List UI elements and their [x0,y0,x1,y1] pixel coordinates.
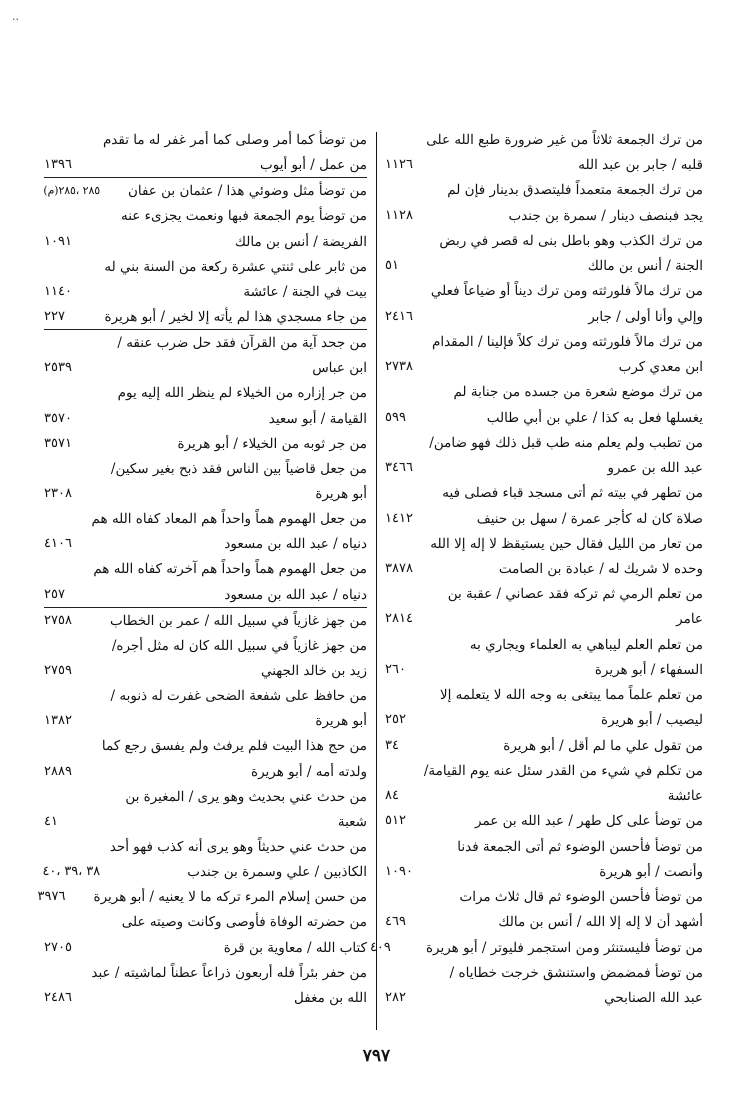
entry-text: دنياه / عبد الله بن مسعود [224,586,367,603]
entry-text: من توضأ فأحسن الوضوء ثم قال ثلاث مرات [459,889,703,906]
entry-number: ٣٨٧٨ [385,560,413,576]
index-entry-line [44,835,367,859]
entry-number: ٣٤ [385,737,399,753]
index-entry-line [44,179,367,203]
index-entry-line [385,355,703,379]
entry-number: ٣٥٧٠ [44,410,72,426]
entry-text: من حضرته الوفاة فأوصى وكانت وصيته على [121,914,367,931]
entry-number: ٤١ [44,813,58,829]
index-entry-line [385,607,703,631]
entry-number: ٣٤٦٦ [385,460,413,476]
entry-text: يجد فبنصف دينار / سمرة بن جندب [508,207,703,224]
entry-text: يغسلها فعل به كذا / علي بن أبي طالب [486,409,703,426]
entry-text: من تكلم في شيء من القدر سئل عنه يوم القيامة/ [423,762,703,779]
entry-text: قلبه / جابر بن عبد الله [578,157,703,174]
entry-text: الله بن مغفل [294,989,367,1006]
index-entry-line [385,456,703,480]
entry-text: من جر ثوبه من الخيلاء / أبو هريرة [177,435,367,452]
entry-text: من حدث عني حديثاً وهو يرى أنه كذب فهو أحد [109,838,367,855]
index-entry-line [385,708,703,732]
index-entry-line [385,178,703,202]
entry-number: ٣٨ ،٣٩ ،٤٠ [42,864,100,880]
entry-text: السفهاء / أبو هريرة [594,661,703,678]
index-entry-line [44,482,367,506]
entry-number: ٢٨٨٩ [44,763,72,779]
index-entry-line [385,532,703,556]
page-number: ٧٩٧ [362,1046,391,1066]
entry-text: من جر إزاره من الخيلاء لم ينظر الله إليه يوم [117,385,367,402]
index-entry-line [385,986,703,1010]
index-entry-line [44,331,367,355]
entry-text: من جهز غازياً في سبيل الله / عمر بن الخطاب [109,612,367,629]
entry-text: عبد الله الصنابحي [604,989,703,1006]
entry-text: من تعلم العلم ليباهي به العلماء ويجاري به [469,636,703,653]
entry-text: الجنة / أنس بن مالك [587,258,703,275]
entry-text: من جهز غازياً في سبيل الله كان له مثل أجره/ [111,637,367,654]
entry-text: أبو هريرة [315,713,367,730]
entry-text: من توضأ فليستنثر ومن استجمر فليوتر / أبو هريرة [425,939,703,956]
index-entry-line [385,835,703,859]
entry-number: ٤٦٩ [385,914,406,930]
entry-text: القيامة / أبو سعيد [268,410,367,427]
entry-text: من حافظ على شفعة الضحى غفرت له ذنوبه / [110,688,367,705]
entry-text: من ترك مالاً فلورثته ومن ترك ديناً أو ضياعاً فعلي [430,283,703,300]
entry-text: من توضأ على كل طهر / عبد الله بن عمر [475,813,703,830]
left-index-column [37,128,367,1010]
entry-text: من ثابر على ثنتي عشرة ركعة من السنة بني له [104,258,367,275]
entry-text: بيت في الجنة / عائشة [243,283,367,300]
entry-number: ٣٥٧١ [44,435,72,451]
entry-text: من عمل / أبو أيوب [260,157,367,174]
index-entry-line [385,380,703,404]
index-entry-line [385,784,703,808]
index-entry-line [44,532,367,556]
entry-text: من ترك الجمعة متعمداً فليتصدق بدينار فإن لم [447,182,703,199]
entry-text: من تعلم الرمي ثم تركه فقد عصاني / عقبة بن [447,586,703,603]
index-entry-line [44,609,367,633]
entry-text: من جاء مسجدي هذا لم يأته إلا لخير / أبو هريرة [104,308,367,325]
entry-text: وحده لا شريك له / عبادة بن الصامت [498,560,703,577]
entry-text: ولدته أمه / أبو هريرة [251,763,367,780]
entry-text: من تقول علي ما لم أقل / أبو هريرة [503,737,703,754]
index-entry-line [44,407,367,431]
entry-number: ٢٨٥ ،٢٨٥(م) [43,184,100,198]
entry-text: من تطهر في بيته ثم أتى مسجد قباء فصلى فيه [442,485,703,502]
corner-mark: .. [12,10,19,23]
index-entry-line [44,230,367,254]
entry-number: ١١٢٨ [385,207,413,223]
index-entry-line [385,885,703,909]
entry-number: ١٣٨٢ [44,713,72,729]
entry-text: الكاذبين / علي وسمرة بن جندب [187,864,367,881]
index-entry-line [44,634,367,658]
index-entry-line [44,356,367,380]
entry-number: ١٤١٢ [385,510,413,526]
entry-number: ١٠٩٠ [385,863,413,879]
index-entry-line [44,153,367,178]
entry-number: ٥٩٩ [385,409,406,425]
entry-text: عائشة [667,788,703,805]
index-entry-line [385,153,703,177]
entry-text: من توضأ يوم الجمعة فبها ونعمت يجزىء عنه [121,208,367,225]
index-entry-line [385,961,703,985]
index-entry-line [385,557,703,581]
index-entry-line [44,684,367,708]
entry-text: كتاب الله / معاوية بن قرة [223,939,367,956]
entry-text: عامر [676,611,703,628]
entry-text: وأنصت / أبو هريرة [599,863,703,880]
entry-number: ١٠٩١ [44,233,72,249]
index-entry-line [385,481,703,505]
entry-number: ٥١٢ [385,813,406,829]
entry-number: ٢٨٢ [385,989,406,1005]
index-entry-line [385,809,703,833]
index-entry-line [44,583,367,608]
index-entry-line [44,760,367,784]
entry-text: من ترك الكذب وهو باطل بنى له قصر في ربض [439,232,703,249]
entry-number: ٢٥٢ [385,712,406,728]
entry-text: من تعلم علماً مما يبتغى به وجه الله لا يتعلمه إلا [439,687,703,704]
index-entry-line [44,128,367,152]
index-entry-line [385,431,703,455]
index-entry-line [44,961,367,985]
index-entry-line [385,305,703,329]
entry-number: ٢٧٣٨ [385,359,413,375]
index-entry-line [385,279,703,303]
index-entry-line [385,582,703,606]
entry-text: من جعل الهموم هماً واحداً هم آخرته كفاه الله هم [93,561,367,578]
entry-text: من جحد آية من القرآن فقد حل ضرب عنقه / [117,335,367,352]
entry-text: من حسن إسلام المرء تركه ما لا يعنيه / أبو هريرة [93,889,367,906]
right-index-column [369,128,703,1010]
entry-number: ١١٢٦ [385,157,413,173]
entry-number: ٢٢٧ [44,308,65,324]
index-entry-line [44,457,367,481]
index-entry-line [385,633,703,657]
index-entry-line [385,406,703,430]
index-entry-line [44,810,367,834]
entry-text: ابن معدي كرب [618,359,703,376]
index-entry-line [369,936,703,960]
entry-number: ٤٠٩ [369,939,391,955]
index-entry-line [37,885,367,909]
entry-number: ٢٤٨٦ [44,989,72,1005]
index-entry-line [44,280,367,304]
index-entry-line [44,204,367,228]
entry-number: ٢٥٣٩ [44,360,72,376]
entry-text: من توضأ فمضمض واستنشق خرجت خطاياه / [449,964,703,981]
entry-text: من ترك مالاً فلورثته ومن ترك كلاً فإلينا / المقدام [431,333,703,350]
entry-text: أشهد أن لا إله إلا الله / أنس بن مالك [498,914,703,931]
entry-text: دنياه / عبد الله بن مسعود [224,536,367,553]
entry-text: من حفر بئراً فله أربعون ذراعاً عطناً لماشيته / عبد [91,964,367,981]
index-entry-line [44,734,367,758]
entry-number: ٢٧٠٥ [44,939,72,955]
entry-text: ليصيب / أبو هريرة [601,712,703,729]
entry-text: من جعل قاضياً بين الناس فقد ذبح بغير سكين/ [110,460,367,477]
entry-number: ٢٣٠٨ [44,485,72,501]
index-entry-line [44,910,367,934]
entry-number: ٢٧٥٨ [44,612,72,628]
index-entry-line [44,986,367,1010]
entry-number: ٢٦٠ [385,661,406,677]
index-entry-line [44,785,367,809]
entry-number: ١٣٩٦ [44,157,72,173]
index-entry-line [385,658,703,682]
index-entry-line [44,659,367,683]
index-entry-line [385,229,703,253]
index-entry-line [385,860,703,884]
index-entry-line [385,204,703,228]
entry-text: عبد الله بن عمرو [607,460,703,477]
entry-number: ٢٧٥٩ [44,662,72,678]
entry-text: ابن عباس [312,360,367,377]
index-entry-line [44,432,367,456]
entry-text: من ترك الجمعة ثلاثاً من غير ضرورة طبع الله على [426,132,703,148]
index-entry-line [385,254,703,278]
entry-number: ٥١ [385,258,399,274]
index-entry-line [44,557,367,581]
column-divider [376,132,377,1030]
entry-text: من جعل الهموم هماً واحداً هم المعاد كفاه الله هم [91,511,367,528]
entry-number: ٣٩٧٦ [37,889,66,905]
index-entry-line [44,507,367,531]
index-entry-line [385,330,703,354]
entry-text: الفريضة / أنس بن مالك [234,233,367,250]
entry-text: من توضأ مثل وضوئي هذا / عثمان بن عفان [127,183,367,200]
entry-text: من حدث عني بحديث وهو يرى / المغيرة بن [125,788,367,805]
entry-text: من تطبب ولم يعلم منه طب قبل ذلك فهو ضامن/ [429,434,703,451]
entry-text: أبو هريرة [315,485,367,502]
entry-number: ٢٤١٦ [385,308,413,324]
entry-text: من ترك موضع شعرة من جسده من جنابة لم [453,384,703,401]
entry-number: ٢٥٧ [44,586,65,602]
index-entry-line [385,910,703,934]
index-entry-line [385,759,703,783]
entry-text: من حج هذا البيت فلم يرفث ولم يفسق رجع كما [101,738,367,755]
index-entry-line [44,936,367,960]
index-entry-line [44,860,367,884]
entry-text: زيد بن خالد الجهني [260,662,367,679]
entry-text: وإلي وأنا أولى / جابر [588,308,703,325]
index-entry-line [385,128,703,152]
index-entry-line [385,734,703,758]
index-entry-line [385,683,703,707]
index-entry-line [44,305,367,330]
entry-text: شعبة [337,813,367,830]
entry-text: من توضأ كما أمر وصلى كما أمر غفر له ما تقدم [102,132,367,148]
entry-text: من تعار من الليل فقال حين يستيقظ لا إله إلا الله [430,535,703,552]
entry-number: ٨٤ [385,788,399,804]
index-entry-line [44,709,367,733]
entry-text: من توضأ فأحسن الوضوء ثم أتى الجمعة فدنا [457,838,703,855]
entry-number: ٤١٠٦ [44,536,72,552]
index-entry-line [44,255,367,279]
entry-number: ١١٤٠ [44,283,72,299]
entry-text: صلاة كان له كأجر عمرة / سهل بن حنيف [476,510,703,527]
entry-number: ٢٨١٤ [385,611,413,627]
index-entry-line [385,507,703,531]
index-entry-line [44,381,367,405]
